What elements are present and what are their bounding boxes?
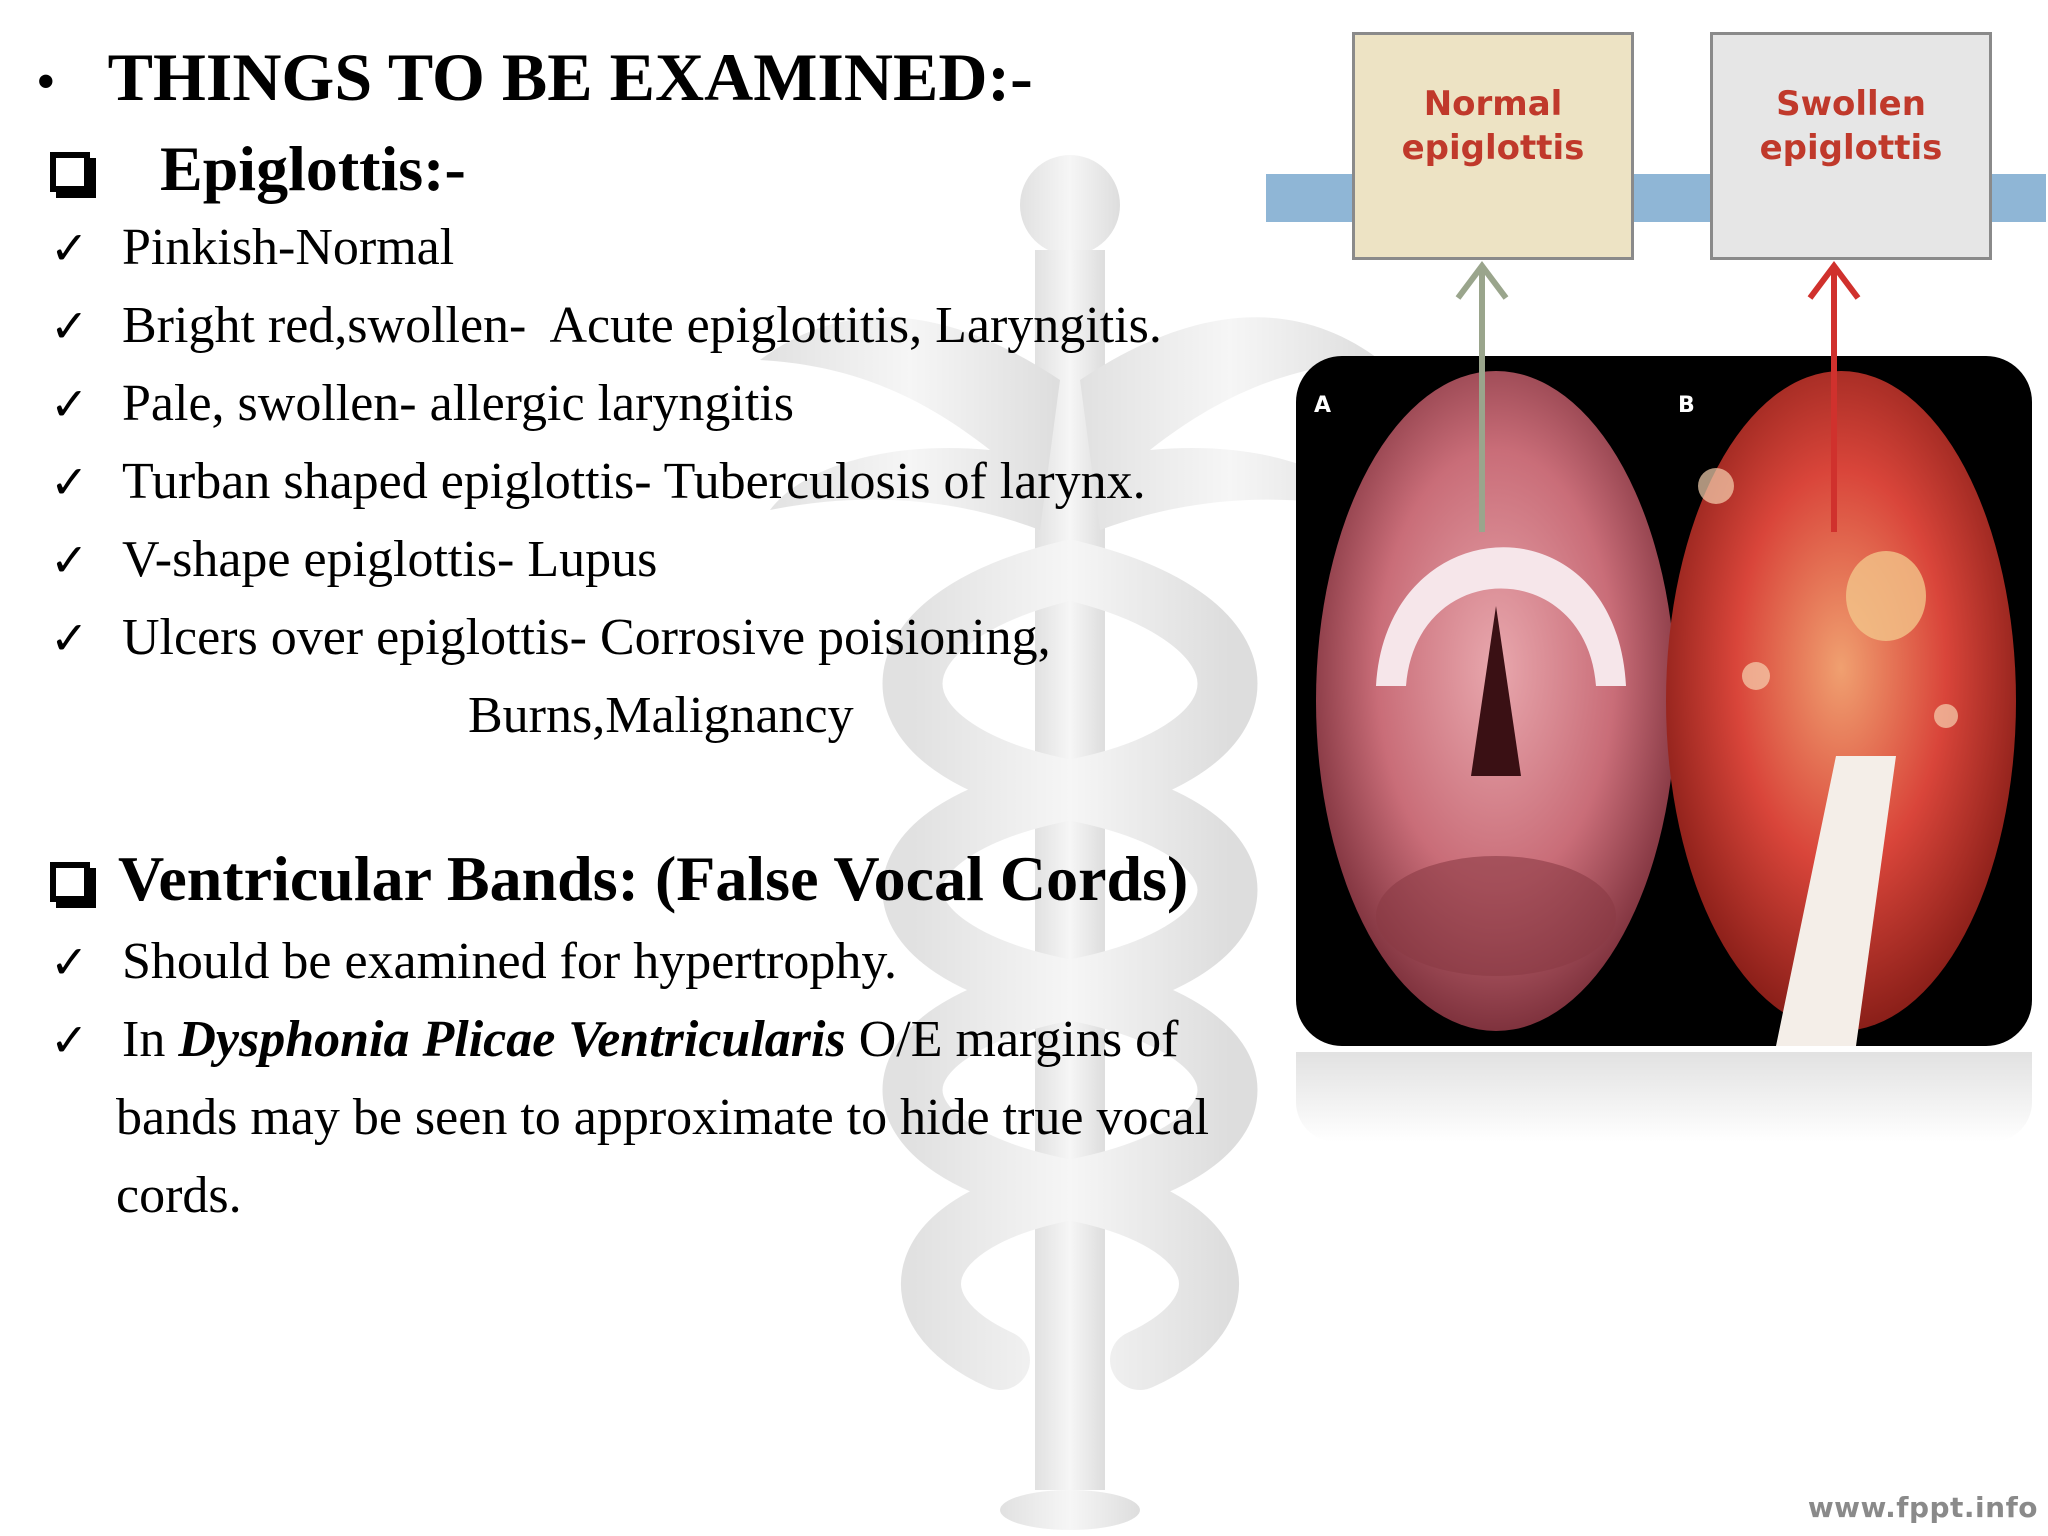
list-item-text: Pale, swollen- allergic laryngitis <box>122 375 794 432</box>
label-line: Normal <box>1423 84 1563 124</box>
checkmark-icon: ✓ <box>50 457 89 508</box>
section-ventricular-title <box>50 842 1188 916</box>
footer-watermark: www.fppt.info <box>1807 1491 2038 1524</box>
section-title: Epiglottis:- <box>160 133 466 204</box>
list-item <box>50 932 897 991</box>
list-item-text: In <box>122 1011 179 1068</box>
list-item-text: Should be examined for hypertrophy. <box>122 933 897 990</box>
figure-arrows <box>1262 22 2048 582</box>
list-item <box>50 530 657 589</box>
label-line: epiglottis <box>1401 128 1585 168</box>
epiglottis-comparison-figure <box>1262 22 2048 1082</box>
list-item-text: Bright red,swollen- Acute epiglottitis, Laryngitis. <box>122 297 1162 354</box>
list-item-text: Pinkish-Normal <box>122 219 455 276</box>
checkmark-icon: ✓ <box>50 937 89 988</box>
bullet-icon: • <box>36 51 56 113</box>
list-item-text: Ulcers over epiglottis- Corrosive poisioning, <box>122 609 1051 666</box>
label-line: Swollen <box>1776 84 1926 124</box>
main-heading <box>36 38 1033 117</box>
list-item-text: Turban shaped epiglottis- Tuberculosis of larynx. <box>122 453 1146 510</box>
list-item <box>50 374 794 433</box>
list-item-text: O/E margins of <box>845 1011 1179 1068</box>
list-item-continuation: Burns,Malignancy <box>468 687 854 744</box>
section-title: Ventricular Bands: (False Vocal Cords) <box>118 843 1189 914</box>
heading-text: THINGS TO BE EXAMINED:- <box>107 39 1033 115</box>
checkbox-square-icon <box>50 862 90 902</box>
list-item-continuation: bands may be seen to approximate to hide true vocal <box>116 1089 1210 1146</box>
list-item <box>50 1010 1178 1069</box>
panel-a-label: A <box>1314 393 1332 418</box>
checkbox-square-icon <box>50 152 90 192</box>
emphasis-term: Dysphonia Plicae Ventricularis <box>178 1011 846 1068</box>
checkmark-icon: ✓ <box>50 613 89 664</box>
checkmark-icon: ✓ <box>50 535 89 586</box>
list-item <box>50 452 1146 511</box>
label-line: epiglottis <box>1759 128 1943 168</box>
section-epiglottis-title <box>50 132 466 206</box>
list-item-text: V-shape epiglottis- Lupus <box>122 531 658 588</box>
list-item <box>50 218 454 277</box>
list-item-continuation: cords. <box>116 1167 242 1224</box>
list-item <box>50 608 1051 667</box>
checkmark-icon: ✓ <box>50 1015 89 1066</box>
checkmark-icon: ✓ <box>50 223 89 274</box>
photo-reflection <box>1296 1052 2032 1142</box>
checkmark-icon: ✓ <box>50 379 89 430</box>
panel-b-label: B <box>1678 393 1695 418</box>
checkmark-icon: ✓ <box>50 301 89 352</box>
list-item <box>50 296 1162 355</box>
